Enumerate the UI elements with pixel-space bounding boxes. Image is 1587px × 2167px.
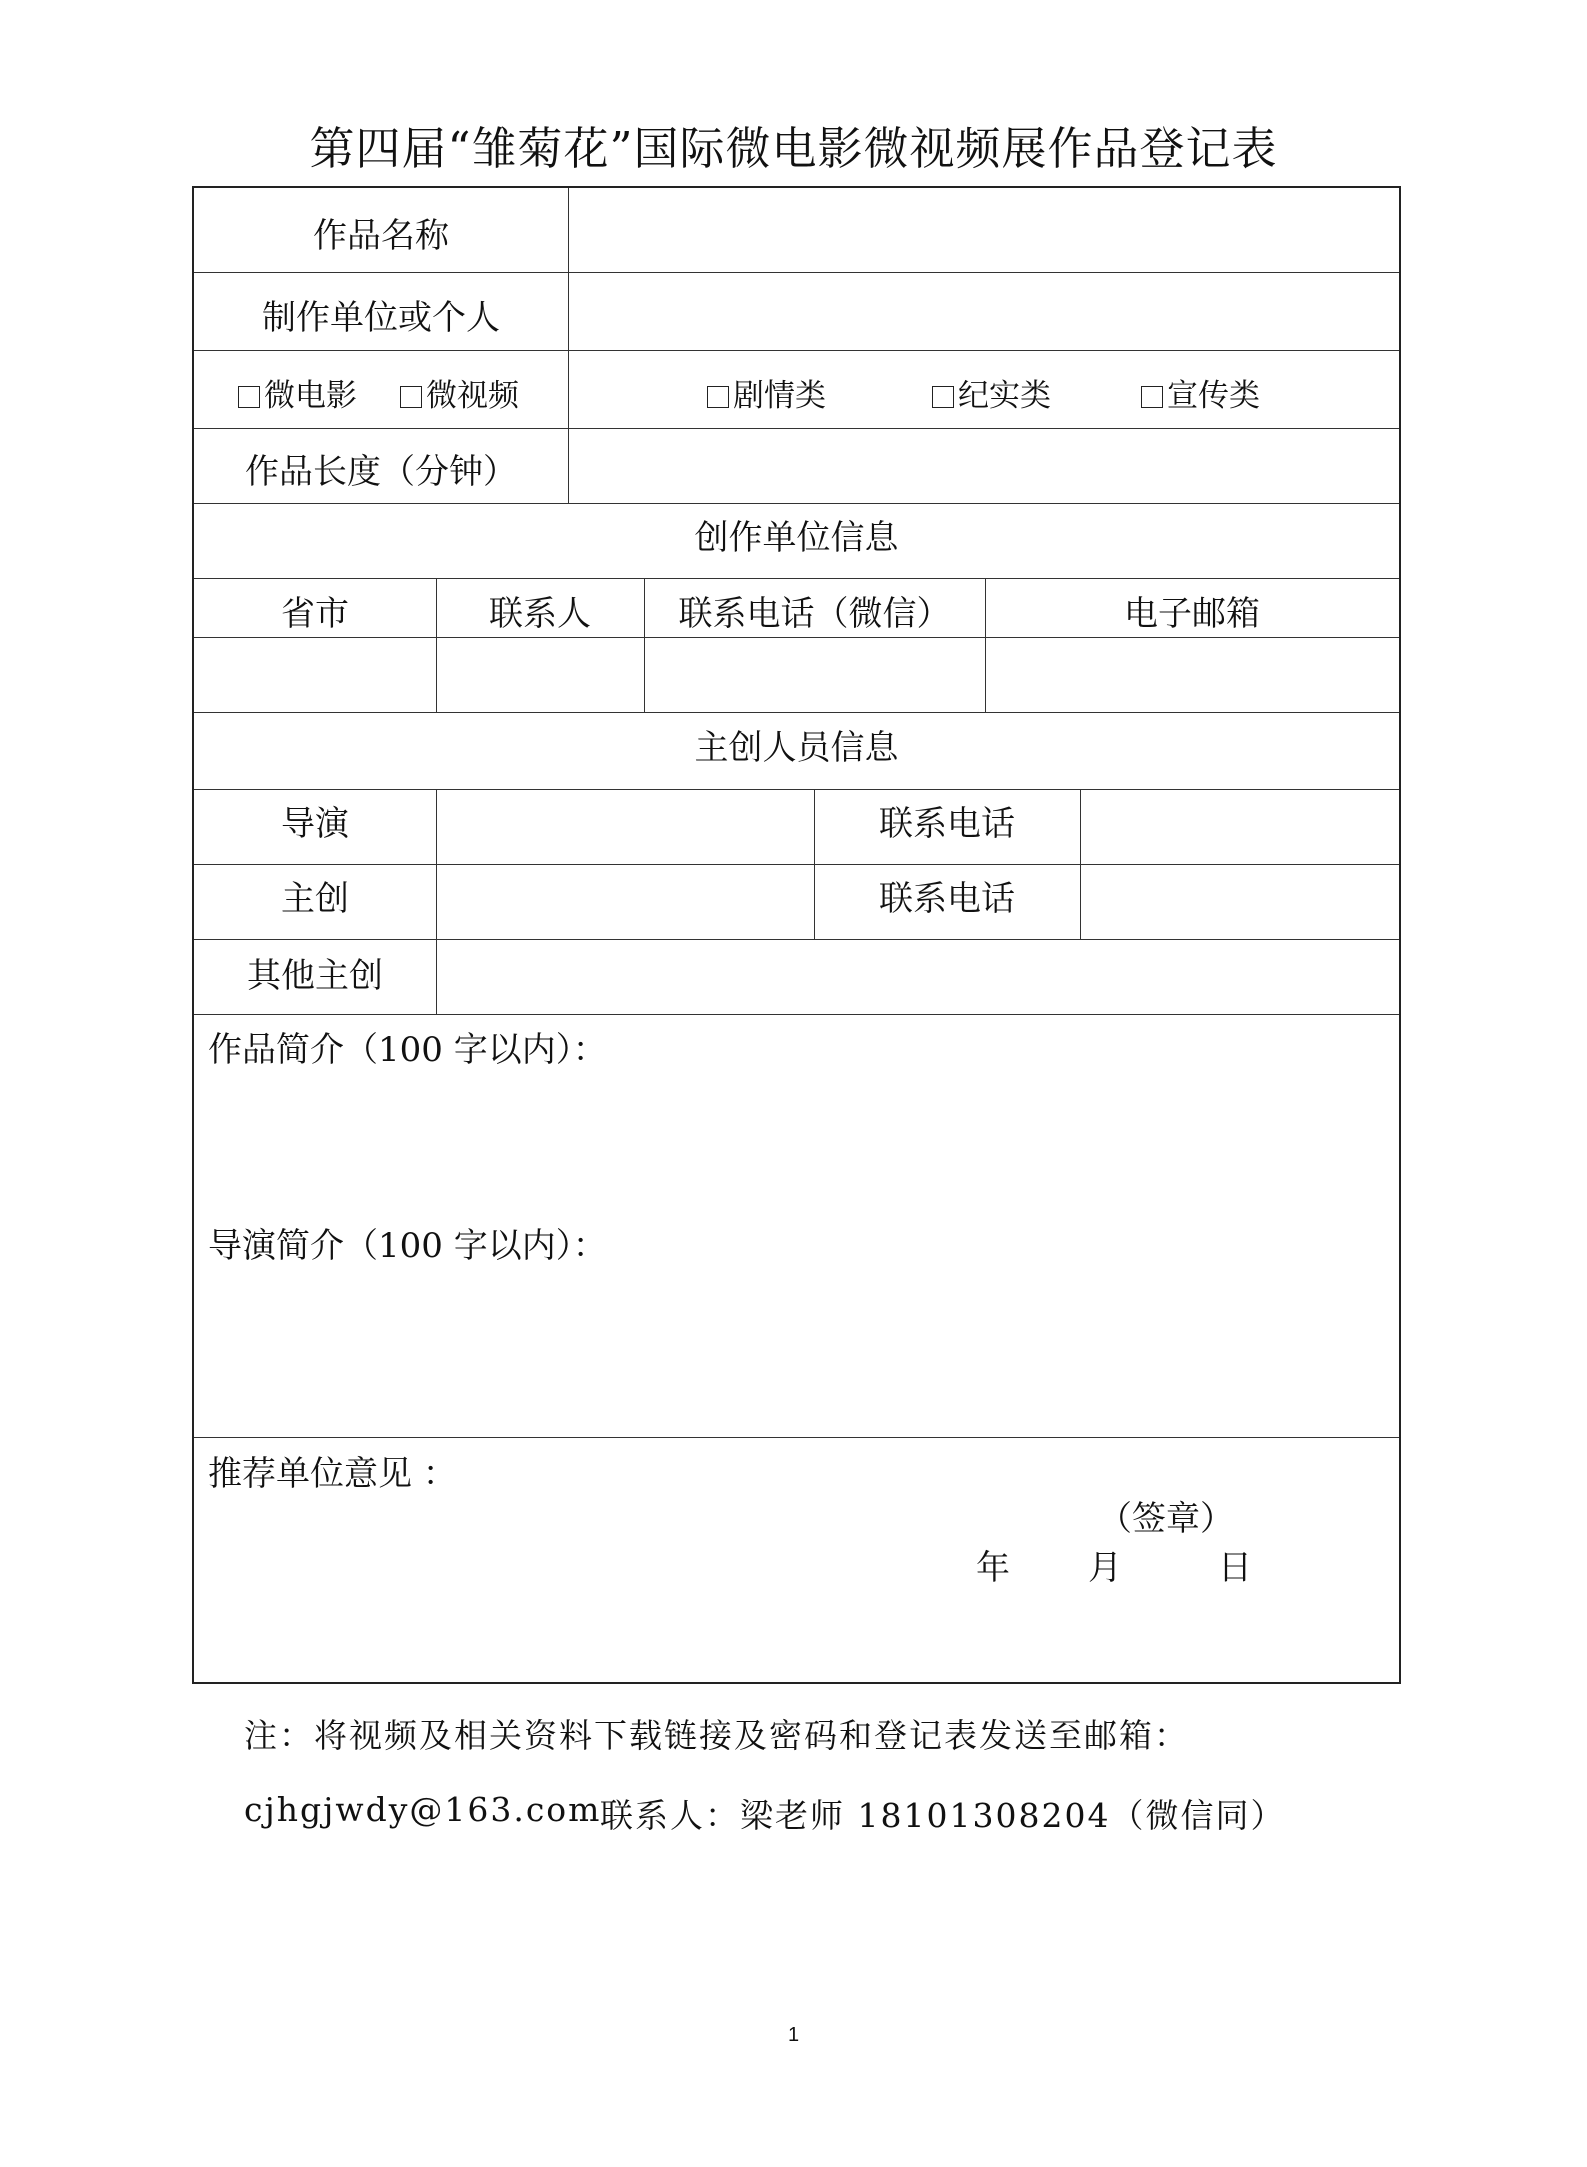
email-label: 电子邮箱 — [1124, 594, 1260, 634]
work-intro-input[interactable] — [196, 1068, 1397, 1208]
month-label: 月 — [1088, 1548, 1122, 1588]
contact-phone-wechat-label: 联系电话（微信） — [678, 594, 951, 634]
checkbox-icon — [932, 386, 954, 408]
checkbox-icon — [238, 386, 260, 408]
creator-info-header: 主创人员信息 — [694, 728, 899, 768]
year-label: 年 — [976, 1548, 1010, 1588]
work-name-label: 作品名称 — [313, 216, 449, 256]
seal-label: （签章） — [1098, 1499, 1234, 1539]
province-input[interactable] — [196, 640, 434, 710]
unit-info-header: 创作单位信息 — [694, 518, 899, 558]
day-label: 日 — [1218, 1548, 1252, 1588]
director-phone-label: 联系电话 — [879, 804, 1015, 844]
other-creators-input[interactable] — [438, 942, 1397, 1012]
director-input[interactable] — [438, 792, 812, 862]
contact-person: 联系人：梁老师 18101308204（微信同） — [600, 1796, 1286, 1835]
other-creators-label: 其他主创 — [247, 956, 383, 996]
checkbox-icon — [400, 386, 422, 408]
main-creator-phone-input[interactable] — [1082, 867, 1397, 937]
producer-label: 制作单位或个人 — [262, 298, 500, 338]
work-intro-label: 作品简介（100 字以内）： — [208, 1030, 607, 1070]
checkbox-drama[interactable]: 剧情类 — [707, 370, 826, 415]
contact-phone-input[interactable] — [646, 640, 983, 710]
producer-input[interactable] — [574, 278, 1394, 344]
checkbox-icon — [707, 386, 729, 408]
main-creator-phone-label: 联系电话 — [879, 879, 1015, 919]
director-intro-label: 导演简介（100 字以内）： — [208, 1226, 607, 1266]
checkbox-micro-video[interactable]: 微视频 — [400, 370, 519, 415]
work-length-label: 作品长度（分钟） — [245, 452, 517, 492]
director-intro-input[interactable] — [196, 1264, 1397, 1434]
checkbox-promotional[interactable]: 宣传类 — [1141, 370, 1260, 415]
page-number: 1 — [787, 2024, 800, 2046]
form-title: 第四届“雏菊花”国际微电影微视频展作品登记表 — [309, 122, 1278, 175]
recommend-opinion-label: 推荐单位意见 ： — [208, 1454, 457, 1494]
director-label: 导演 — [281, 804, 349, 844]
checkbox-micro-film[interactable]: 微电影 — [238, 370, 357, 415]
work-length-input[interactable] — [574, 434, 1394, 498]
submission-note: 注：将视频及相关资料下载链接及密码和登记表发送至邮箱： — [244, 1716, 1189, 1755]
main-creator-input[interactable] — [438, 867, 812, 937]
checkbox-documentary[interactable]: 纪实类 — [932, 370, 1051, 415]
contact-label: 联系人 — [489, 594, 591, 634]
checkbox-icon — [1141, 386, 1163, 408]
registration-form-table — [192, 186, 1401, 1684]
email-input[interactable] — [987, 640, 1397, 710]
work-name-input[interactable] — [574, 194, 1394, 266]
main-creator-label: 主创 — [281, 879, 349, 919]
submission-email[interactable]: cjhgjwdy@163.com — [244, 1790, 602, 1829]
director-phone-input[interactable] — [1082, 792, 1397, 862]
province-label: 省市 — [281, 594, 349, 634]
contact-input[interactable] — [438, 640, 642, 710]
